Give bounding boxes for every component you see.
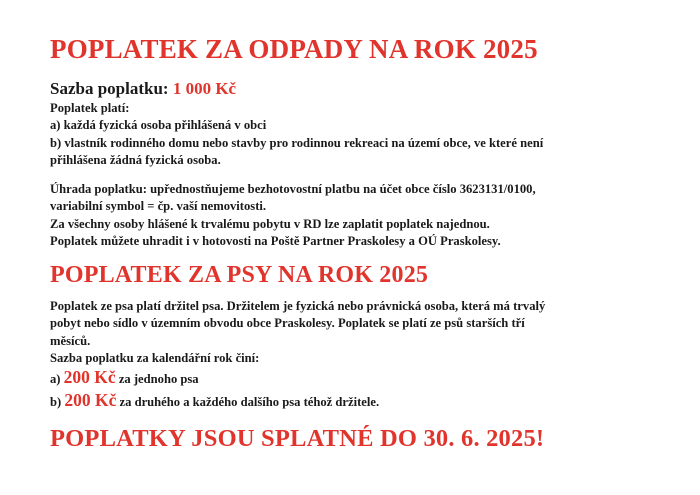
dog-fee-b-prefix: b) xyxy=(50,395,62,409)
waste-applies-heading: Poplatek platí: xyxy=(50,101,130,115)
dog-fee-first xyxy=(50,367,199,388)
dog-text-line1: Poplatek ze psa platí držitel psa. Držitelem je fyzická nebo právnická osoba, která má trvalý xyxy=(50,299,546,313)
waste-item-b-line1: b) vlastník rodinného domu nebo stavby pro rodinnou rekreaci na území obce, ve které není xyxy=(50,135,544,150)
waste-payment-line1: Úhrada poplatku: upřednostňujeme bezhotovostní platbu na účet obce číslo 3623131/0100, xyxy=(50,182,536,196)
waste-payment-line3: Za všechny osoby hlášené k trvalému pobytu v RD lze zaplatit poplatek najednou. xyxy=(50,216,490,231)
dog-fee-text-block xyxy=(50,298,675,368)
waste-fee-title: POPLATEK ZA ODPADY NA ROK 2025 xyxy=(50,34,538,64)
dog-text-line3: měsíců. xyxy=(50,333,91,348)
waste-item-a: a) každá fyzická osoba přihlášená v obci xyxy=(50,118,267,133)
dog-text-line2: pobyt nebo sídlo v územním obvodu obce Praskolesy. Poplatek se platí ze psů starších tří xyxy=(50,316,525,331)
dog-fee-additional xyxy=(50,390,379,411)
waste-rate-amount: 1 000 Kč xyxy=(172,79,237,98)
dog-fee-a-amount: 200 Kč xyxy=(63,367,116,387)
waste-item-b-line2: přihlášena žádná fyzická osoba. xyxy=(50,153,221,168)
dog-fee-b-text: za druhého a každého dalšího psa téhož držitele. xyxy=(119,395,380,409)
waste-payment-line4: Poplatek můžete uhradit i v hotovosti na Poště Partner Praskolesy a OÚ Praskolesy. xyxy=(50,234,501,249)
payment-deadline-title: POPLATKY JSOU SPLATNÉ DO 30. 6. 2025! xyxy=(50,425,545,452)
waste-rate-label: Sazba poplatku: xyxy=(50,79,169,98)
dog-fee-title: POPLATEK ZA PSY NA ROK 2025 xyxy=(50,262,429,288)
waste-payment-block xyxy=(50,181,675,251)
dog-rate-intro: Sazba poplatku za kalendářní rok činí: xyxy=(50,351,260,366)
dog-fee-a-prefix: a) xyxy=(50,372,61,386)
dog-fee-b-amount: 200 Kč xyxy=(64,390,117,410)
waste-applies-block xyxy=(50,100,675,170)
waste-rate xyxy=(50,79,236,99)
waste-payment-line2: variabilní symbol = čp. vaší nemovitosti. xyxy=(50,199,267,214)
dog-fee-a-text: za jednoho psa xyxy=(118,372,199,386)
